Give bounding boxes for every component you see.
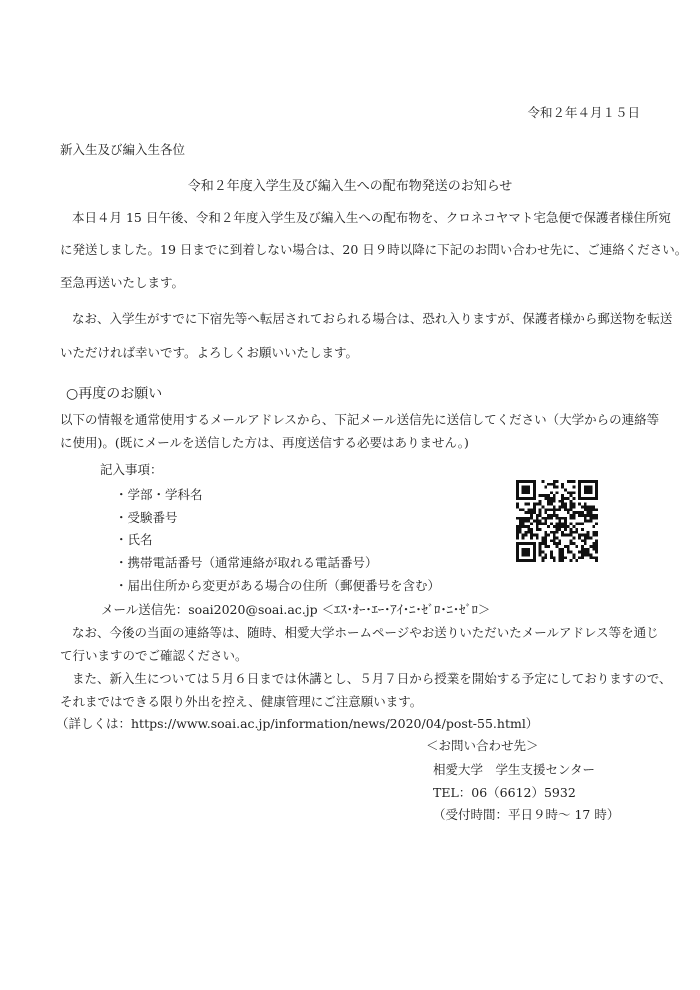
items-label: 記入事項： xyxy=(100,462,163,477)
list-item: ・届出住所から変更がある場合の住所（郵便番号を含む） xyxy=(115,578,441,593)
intro-line: なお、入学生がすでに下宿先等へ転居されておられる場合は、恐れ入りますが、保護者様から郵送物を転送 xyxy=(72,311,673,326)
intro-line: 本日４月 15 日午後、令和２年度入学生及び編入生への配布物を、クロネコヤマト宅急便で保護者様住所宛 xyxy=(72,210,671,225)
note-line: また、新入生については５月６日までは休講とし、５月７日から授業を開始する予定にしておりますので、 xyxy=(72,671,672,686)
request-line: 以下の情報を通常使用するメールアドレスから、下記メール送信先に送信してください（大学からの連絡等 xyxy=(60,412,660,427)
request-line: に使用)。(既にメールを送信した方は、再度送信する必要はありません。) xyxy=(60,435,469,450)
list-item: ・受験番号 xyxy=(115,510,178,525)
note-line: それまではできる限り外出を控え、健康管理にご注意願います。 xyxy=(60,694,423,709)
document-date: 令和２年４月１５日 xyxy=(527,105,640,120)
contact-line: TEL：06（6612）5932 xyxy=(433,785,576,800)
request-heading: ○再度のお願い xyxy=(66,386,163,402)
intro-line: いただければ幸いです。よろしくお願いいたします。 xyxy=(60,345,359,360)
addressee: 新入生及び編入生各位 xyxy=(60,142,186,157)
note-line: （詳しくは：https://www.soai.ac.jp/information/news/2020/04/post-55.html） xyxy=(56,716,539,731)
document-title: 令和２年度入学生及び編入生への配布物発送のお知らせ xyxy=(187,179,513,194)
intro-line: に発送しました。19 日までに到着しない場合は、20 日９時以降に下記のお問い合わせ先に、ご連絡ください。 xyxy=(60,242,688,257)
note-line: なお、今後の当面の連絡等は、随時、相愛大学ホームページやお送りいただいたメールアドレス等を通じ xyxy=(72,625,659,640)
contact-heading: ＜お問い合わせ先＞ xyxy=(426,738,539,753)
qr-code-icon xyxy=(516,480,598,562)
list-item: ・氏名 xyxy=(115,532,153,547)
intro-line: 至急再送いたします。 xyxy=(60,275,185,290)
contact-line: （受付時間：平日９時～ 17 時） xyxy=(433,807,620,822)
note-line: て行いますのでご確認ください。 xyxy=(60,648,248,663)
list-item: ・学部・学科名 xyxy=(115,487,203,502)
contact-line: 相愛大学 学生支援センター xyxy=(433,762,596,777)
mail-destination: メール送信先：soai2020@soai.ac.jp ＜ｴｽ･ｵｰ･ｴｰ･ｱｲ･ﾆ･ｾﾞﾛ･ﾆ･ｾﾞﾛ＞ xyxy=(101,602,491,617)
list-item: ・携帯電話番号（通常連絡が取れる電話番号） xyxy=(115,555,378,570)
